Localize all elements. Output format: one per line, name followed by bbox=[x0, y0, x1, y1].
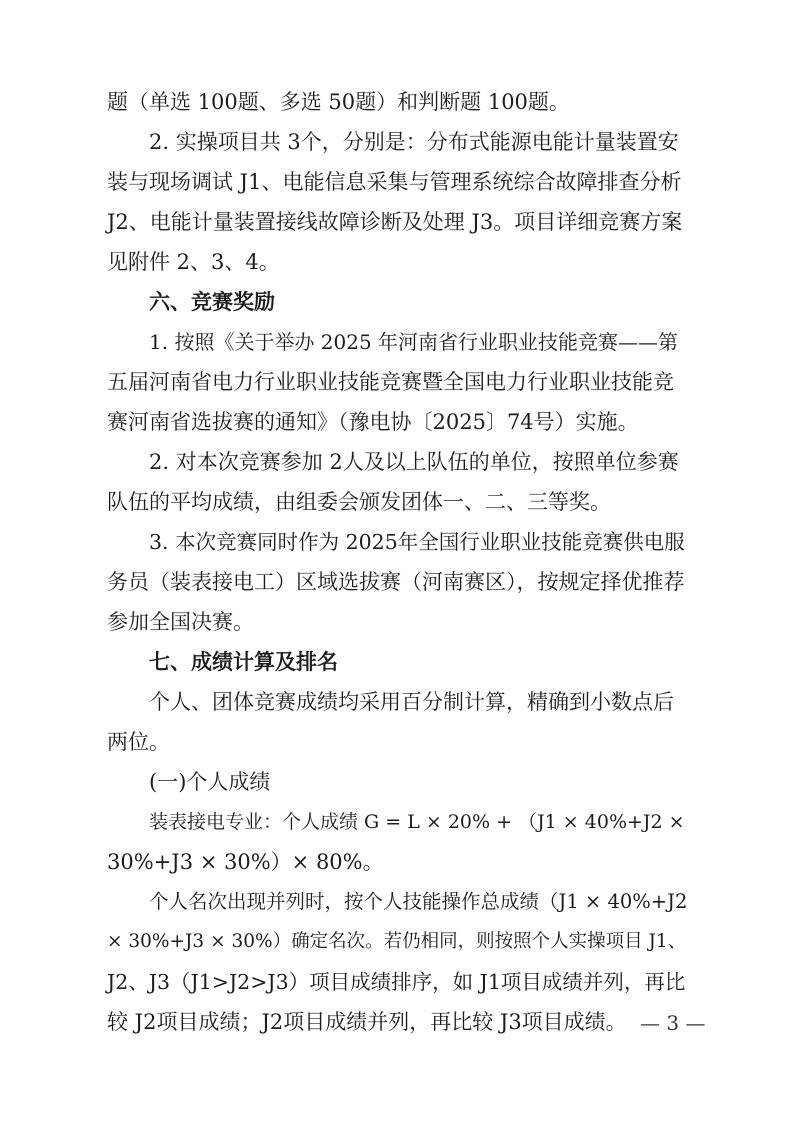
paragraph-line: 2. 对本次竞赛参加 2人及以上队伍的单位，按照单位参赛 bbox=[149, 450, 679, 474]
paragraph-line: 题（单选 100题、多选 50题）和判断题 100题。 bbox=[107, 90, 570, 114]
paragraph-line: 1. 按照《关于举办 2025 年河南省行业职业技能竞赛——第 bbox=[149, 330, 679, 354]
paragraph-line: 队伍的平均成绩，由组委会颁发团体一、二、三等奖。 bbox=[107, 490, 611, 514]
paragraph-line: 装与现场调试 J1、电能信息采集与管理系统综合故障排查分析 bbox=[107, 170, 682, 194]
paragraph-line: 见附件 2、3、4。 bbox=[107, 250, 280, 274]
paragraph-line: 赛河南省选拔赛的通知》（豫电协〔2025〕74号）实施。 bbox=[107, 410, 639, 434]
paragraph-line: 两位。 bbox=[107, 730, 170, 754]
subsection-heading: (一)个人成绩 bbox=[149, 770, 271, 794]
page-number: — 3 — bbox=[640, 1011, 706, 1035]
paragraph-line: 装表接电专业：个人成绩 G = L × 20% + （J1 × 40%+J2 × bbox=[149, 811, 685, 833]
section-heading: 七、成绩计算及排名 bbox=[149, 650, 338, 674]
paragraph-line: × 30%+J3 × 30%）确定名次。若仍相同，则按照个人实操项目 J1、 bbox=[107, 931, 687, 952]
paragraph-line: 3. 本次竞赛同时作为 2025年全国行业职业技能竞赛供电服 bbox=[149, 530, 685, 554]
paragraph-line: 个人、团体竞赛成绩均采用百分制计算，精确到小数点后 bbox=[149, 690, 674, 714]
paragraph-line: 五届河南省电力行业职业技能竞赛暨全国电力行业职业技能竞 bbox=[107, 370, 674, 394]
section-heading: 六、竞赛奖励 bbox=[149, 290, 275, 314]
paragraph-line: 参加全国决赛。 bbox=[107, 610, 254, 634]
paragraph-line: J2、电能计量装置接线故障诊断及处理 J3。项目详细竞赛方案 bbox=[107, 210, 683, 234]
paragraph-line: 务员（装表接电工）区域选拔赛（河南赛区），按规定择优推荐 bbox=[107, 570, 685, 594]
paragraph-line: 2. 实操项目共 3个，分别是：分布式能源电能计量装置安 bbox=[149, 130, 679, 154]
paragraph-line: 个人名次出现并列时，按个人技能操作总成绩（J1 × 40%+J2 bbox=[149, 890, 688, 913]
paragraph-line: J2、J3（J1>J2>J3）项目成绩排序，如 J1项目成绩并列，再比 bbox=[107, 970, 686, 994]
paragraph-line: 30%+J3 × 30%）× 80%。 bbox=[107, 850, 384, 874]
paragraph-line: 较 J2项目成绩；J2项目成绩并列，再比较 J3项目成绩。 bbox=[107, 1010, 627, 1034]
